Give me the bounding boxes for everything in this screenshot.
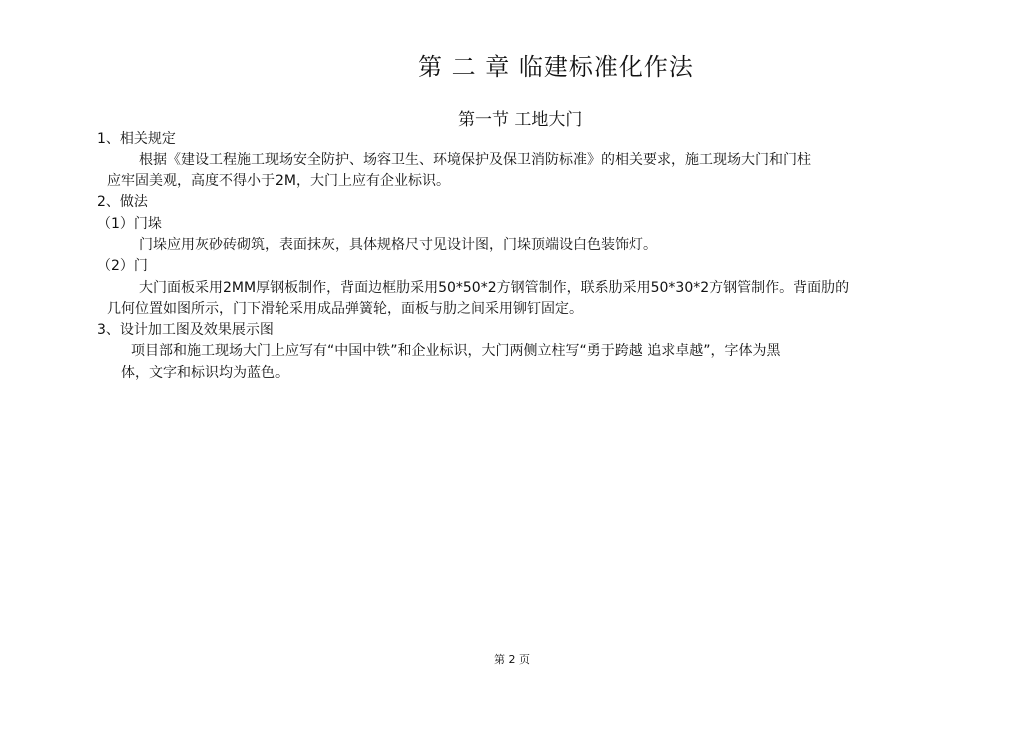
item2-sub1-heading: （1）门垛: [97, 216, 162, 232]
item3-paragraph-line2: 体，文字和标识均为蓝色。: [121, 365, 289, 381]
item2-sub2-paragraph-line1: 大门面板采用2MM厚钢板制作，背面边框肋采用50*50*2方钢管制作，联系肋采用50*30*2方钢管制作。背面肋的: [139, 280, 850, 296]
page-number: 第 2 页: [494, 653, 530, 666]
section-title: 第一节 工地大门: [458, 110, 583, 130]
item2-sub2-heading: （2）门: [97, 258, 148, 274]
item1-heading: 1、相关规定: [97, 131, 176, 147]
item2-sub1-paragraph: 门垛应用灰砂砖砌筑，表面抹灰，具体规格尺寸见设计图，门垛顶端设白色装饰灯。: [139, 237, 657, 253]
item2-sub2-paragraph-line2: 几何位置如图所示，门下滑轮采用成品弹簧轮，面板与肋之间采用铆钉固定。: [107, 301, 583, 317]
chapter-title: 第 二 章 临建标准化作法: [418, 53, 694, 81]
item1-paragraph-line2: 应牢固美观，高度不得小于2M，大门上应有企业标识。: [107, 173, 450, 189]
item3-paragraph-line1: 项目部和施工现场大门上应写有“中国中铁”和企业标识，大门两侧立柱写“勇于跨越 追求卓越”，字体为黑: [131, 343, 781, 359]
item2-heading: 2、做法: [97, 194, 148, 210]
item3-heading: 3、设计加工图及效果展示图: [97, 322, 274, 338]
item1-paragraph-line1: 根据《建设工程施工现场安全防护、场容卫生、环境保护及保卫消防标准》的相关要求，施工现场大门和门柱: [139, 152, 811, 168]
